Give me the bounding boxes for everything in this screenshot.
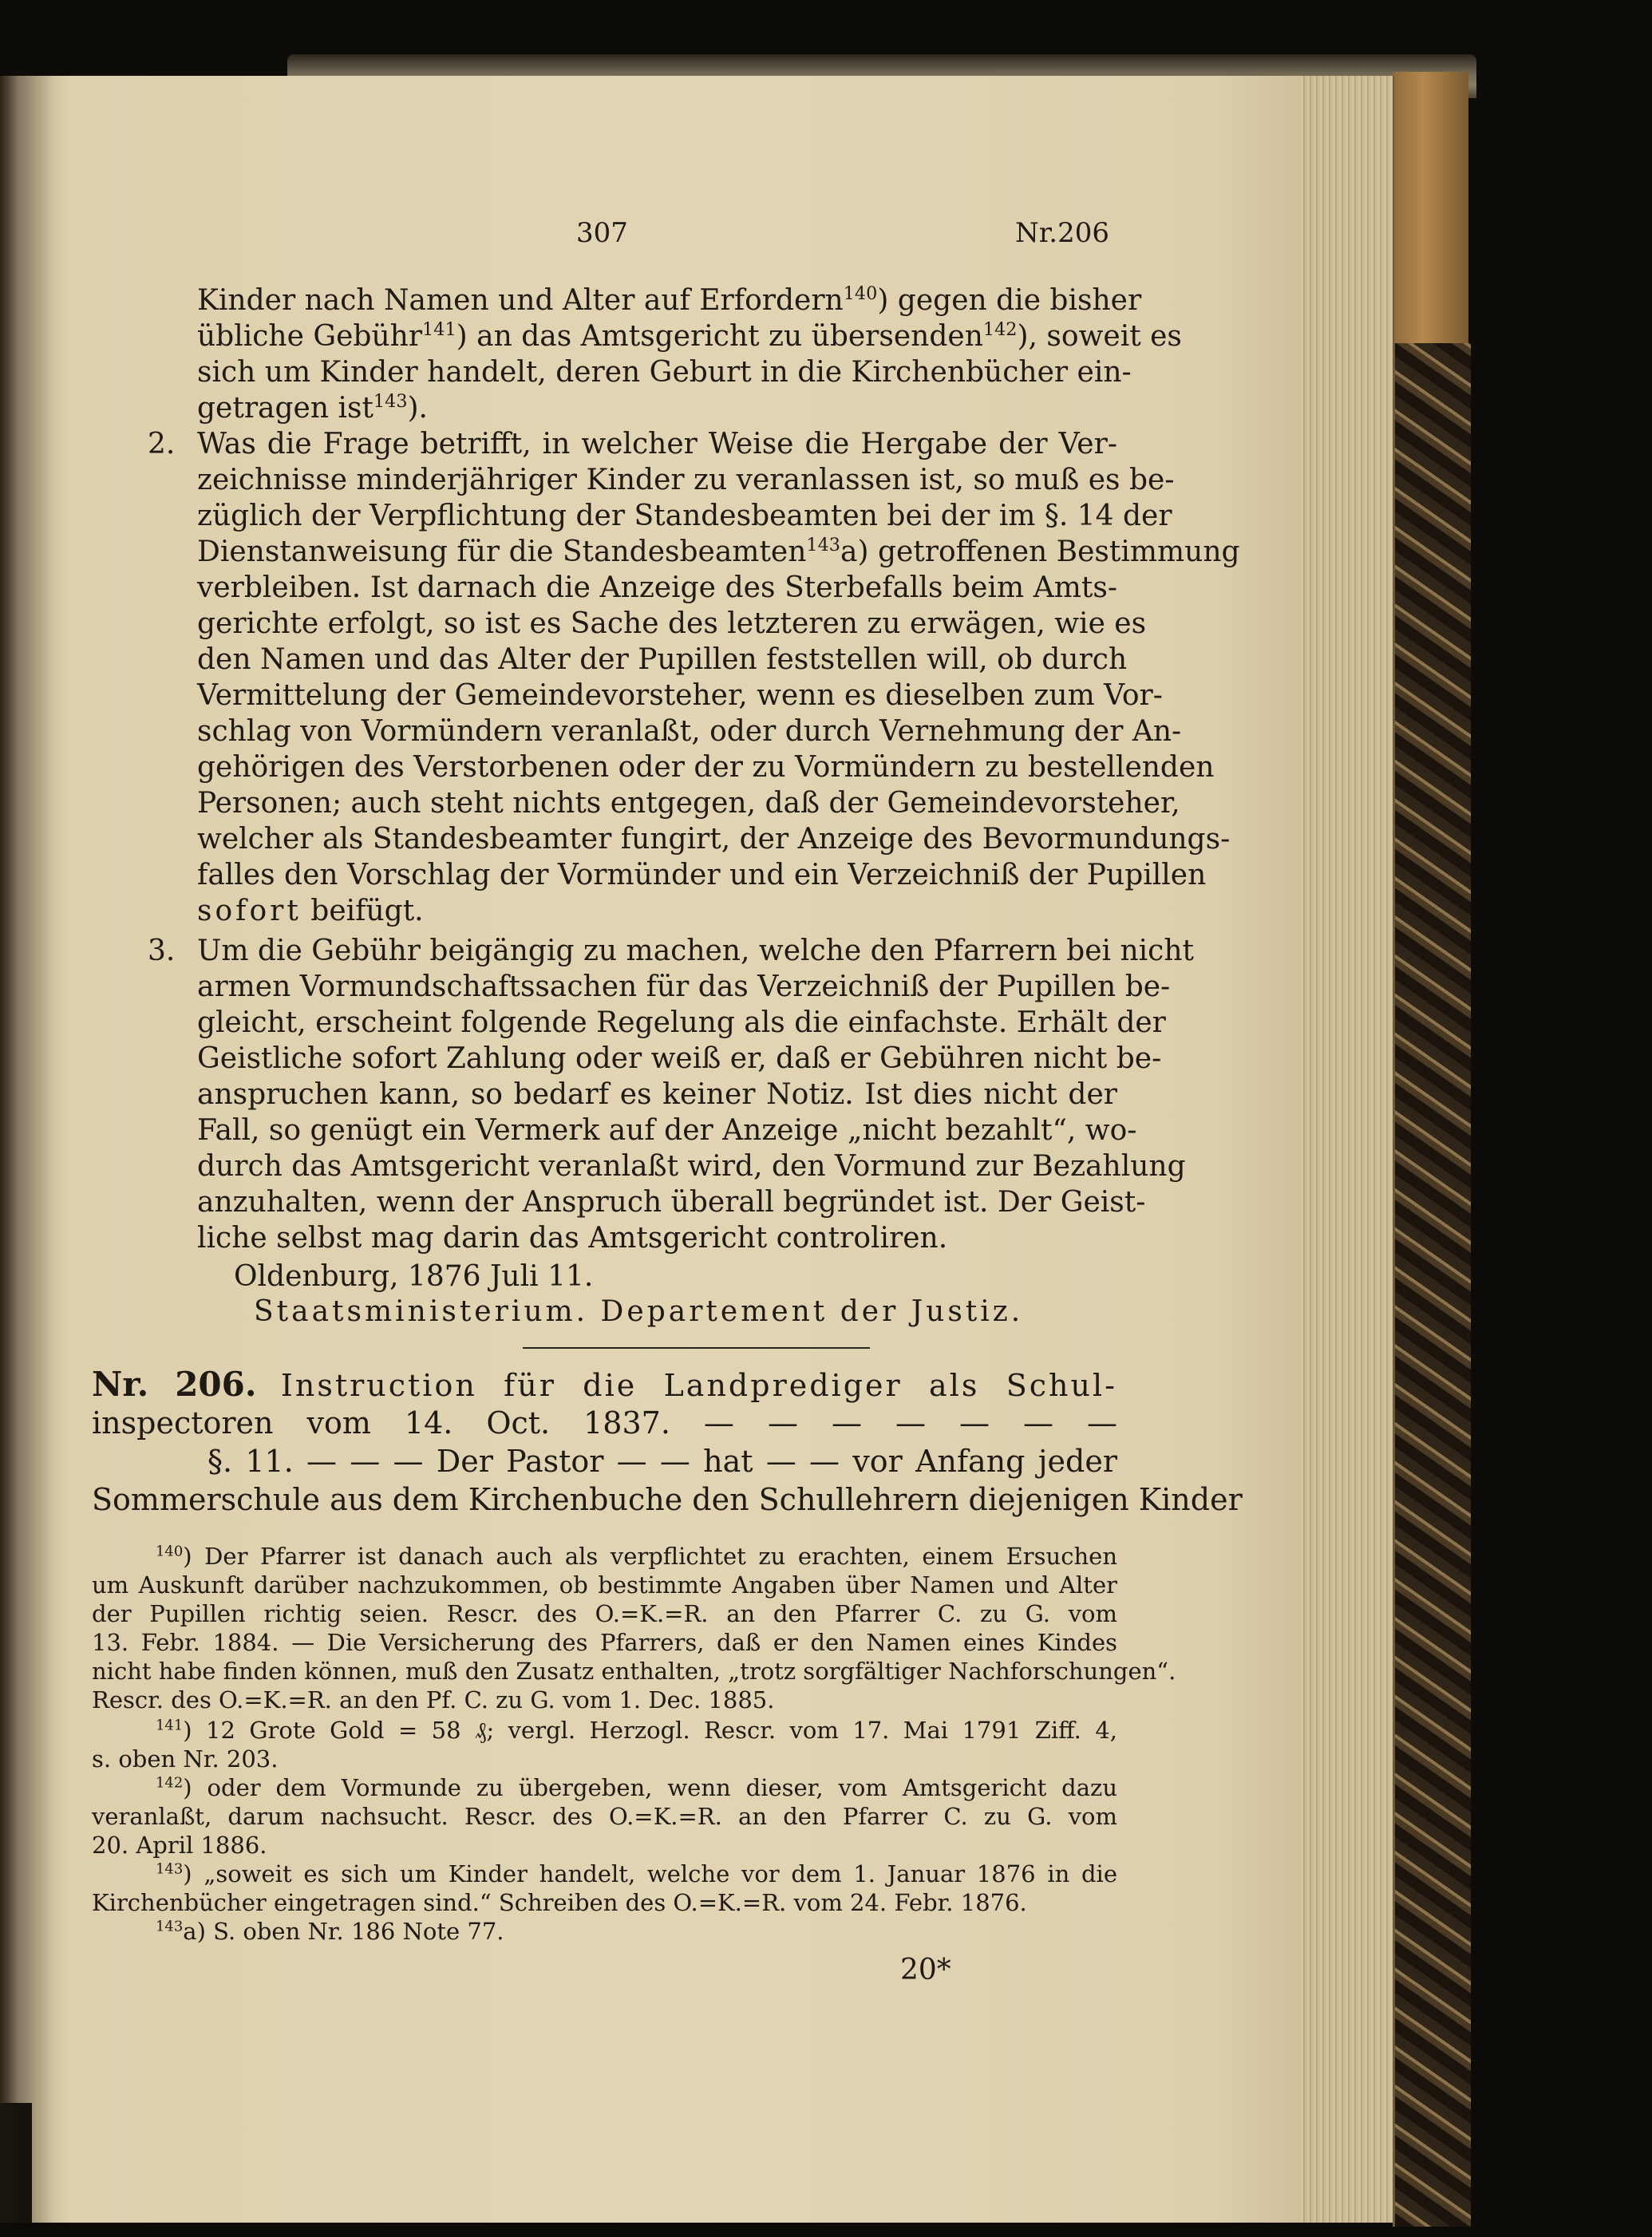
text-line: gleicht, erscheint folgende Regelung als die einfachste. Erhält der [197, 1006, 1166, 1039]
text-line: Geistliche sofort Zahlung oder weiß er, daß er Gebühren nicht be- [197, 1042, 1162, 1075]
text-line: Um die Gebühr beigängig zu machen, welche den Pfarrern bei nicht [197, 935, 1194, 967]
text-line: züglich der Verpflichtung der Standesbeamten bei der im §. 14 der [197, 500, 1172, 532]
footnote-line: um Auskunft darüber nachzukommen, ob bestimmte Angaben über Namen und Alter [92, 1571, 1117, 1599]
footnote-line: Kirchenbücher eingetragen sind.“ Schreiben des O.=K.=R. vom 24. Febr. 1876. [92, 1889, 1027, 1916]
text-line: sofort beifügt. [197, 895, 424, 927]
section-title: Nr. 206. [92, 1365, 257, 1404]
text-line: schlag von Vormündern veranlaßt, oder durch Vernehmung der An- [197, 715, 1182, 748]
text-line: Dienstanweisung für die Standesbeamten$^{143}$a) getroffenen Bestimmung [197, 535, 1240, 568]
text-line: getragen ist$^{143}$). [197, 391, 429, 425]
place-date: Oldenburg, 1876 Juli 11. [234, 1260, 594, 1293]
text-line: liche selbst mag darin das Amtsgericht controliren. [197, 1222, 948, 1255]
text-line: durch das Amtsgericht veranlaßt wird, den Vormund zur Bezahlung [197, 1150, 1186, 1183]
footnote-line: Rescr. des O.=K.=R. an den Pf. C. zu G. vom 1. Dec. 1885. [92, 1686, 775, 1713]
text-line: Kinder nach Namen und Alter auf Erfordern$^{140}$) gegen die bisher [197, 283, 1142, 317]
signature: Staatsministerium. Departement der Justiz. [254, 1295, 1024, 1328]
text-line: zeichnisse minderjähriger Kinder zu veranlassen ist, so muß es be- [197, 464, 1175, 496]
list-item-number: 3. [148, 935, 176, 967]
page-stack-edge [1301, 76, 1394, 2223]
text-line: sich um Kinder handelt, deren Geburt in die Kirchenbücher ein- [197, 356, 1132, 389]
text-line: anspruchen kann, so bedarf es keiner Notiz. Ist dies nicht der [197, 1078, 1117, 1111]
footnote-line: $^{140}$) Der Pfarrer ist danach auch als verpflichtet zu erachten, einem Ersuchen [156, 1543, 1117, 1570]
footnote-line: $^{143}$a) S. oben Nr. 186 Note 77. [156, 1918, 504, 1945]
page-gutter-shadow [0, 76, 56, 2223]
text-line: Personen; auch steht nichts entgegen, daß der Gemeindevorsteher, [197, 787, 1180, 820]
marbled-cover-edge [1393, 343, 1471, 2227]
text-line: Fall, so genügt ein Vermerk auf der Anzeige „nicht bezahlt“, wo- [197, 1114, 1137, 1147]
footnote-line: der Pupillen richtig seien. Rescr. des O.=K.=R. an den Pfarrer C. zu G. vom [92, 1600, 1117, 1627]
footnote-line: $^{142}$) oder dem Vormunde zu übergeben, wenn dieser, vom Amtsgericht dazu [156, 1774, 1117, 1801]
section-divider [523, 1347, 870, 1349]
section-line: Sommerschule aus dem Kirchenbuche den Schullehrern diejenigen Kinder [92, 1482, 1243, 1517]
signature-mark: 20* [900, 1954, 951, 1986]
text-line: den Namen und das Alter der Pupillen feststellen will, ob durch [197, 643, 1128, 676]
text-line: Vermittelung der Gemeindevorsteher, wenn es dieselben zum Vor- [197, 679, 1163, 712]
text-line: übliche Gebühr$^{141}$) an das Amtsgericht zu übersenden$^{142}$), soweit es [197, 319, 1182, 353]
section-heading-text: Instruction für die Landprediger als Schul- [280, 1368, 1117, 1403]
running-head: Nr.206 [1015, 217, 1109, 249]
footnote-line: $^{141}$) 12 Grote Gold = 58 ₰; vergl. Herzogl. Rescr. vom 17. Mai 1791 Ziff. 4, [156, 1717, 1117, 1744]
footnote-line: s. oben Nr. 203. [92, 1745, 279, 1773]
book-spine [1393, 72, 1468, 347]
footnote-line: veranlaßt, darum nachsucht. Rescr. des O.=K.=R. an den Pfarrer C. zu G. vom [92, 1803, 1117, 1830]
section-line: §. 11. — — — Der Pastor — — hat — — vor Anfang jeder [207, 1444, 1117, 1479]
text-line: falles den Vorschlag der Vormünder und ein Verzeichniß der Pupillen [197, 859, 1207, 891]
footnote-line: nicht habe finden können, muß den Zusatz enthalten, „trotz sorgfältiger Nachforschungen“. [92, 1658, 1176, 1685]
section-line: inspectoren vom 14. Oct. 1837. — — — — — — — [92, 1405, 1117, 1441]
text-line: anzuhalten, wenn der Anspruch überall begründet ist. Der Geist- [197, 1186, 1146, 1219]
text-line: verbleiben. Ist darnach die Anzeige des Sterbefalls beim Amts- [197, 571, 1117, 604]
text-line: armen Vormundschaftssachen für das Verzeichniß der Pupillen be- [197, 970, 1171, 1003]
list-item-number: 2. [148, 428, 176, 460]
page-number: 307 [576, 217, 628, 249]
text-line: gehörigen des Verstorbenen oder der zu Vormündern zu bestellenden [197, 751, 1215, 784]
footnote-line: $^{143}$) „soweit es sich um Kinder handelt, welche vor dem 1. Januar 1876 in die [156, 1860, 1117, 1887]
text-line: Was die Frage betrifft, in welcher Weise die Hergabe der Ver- [197, 428, 1117, 460]
section-heading-line [92, 1366, 1117, 1404]
footnote-line: 13. Febr. 1884. — Die Versicherung des Pfarrers, daß er den Namen eines Kindes [92, 1629, 1117, 1656]
text-line: welcher als Standesbeamter fungirt, der Anzeige des Bevormundungs- [197, 823, 1231, 856]
footnote-line: 20. April 1886. [92, 1832, 267, 1859]
text-line: gerichte erfolgt, so ist es Sache des letzteren zu erwägen, wie es [197, 607, 1147, 640]
